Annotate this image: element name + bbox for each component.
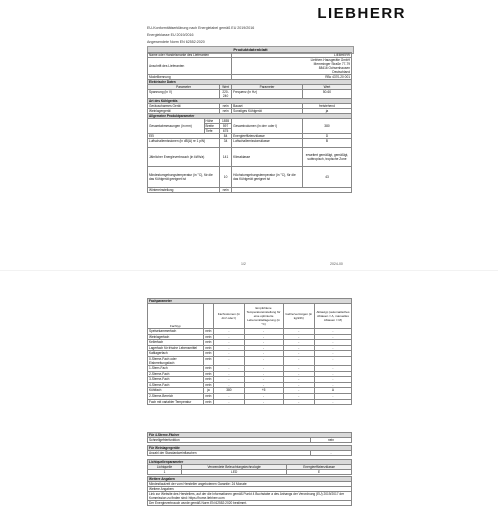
compartment-type: Kellerfach — [148, 340, 204, 346]
compartment-defrost: A — [314, 388, 351, 394]
max-temp: 43 — [302, 167, 351, 188]
compartment-temperature: - — [244, 334, 283, 340]
energy-class: D — [302, 134, 351, 139]
compartment-type: 2-Sterne-Fach — [148, 371, 204, 377]
compartment-temperature: - — [244, 393, 283, 399]
col-light-class: Energieeffizienzklasse — [287, 465, 352, 470]
compartment-defrost: - — [314, 399, 351, 405]
compartment-freezing: - — [283, 377, 314, 383]
compartment-temperature: - — [244, 356, 283, 365]
light-source: 1 — [148, 470, 182, 475]
page-divider — [0, 270, 498, 271]
warranty-line: Mindestlaufzeit der vom Hersteller angebotenen Garantie: 24 Monate — [148, 482, 352, 487]
annual-energy: 141 — [220, 148, 232, 167]
address-line: Liebherr-Hausgeräte GmbH — [310, 58, 350, 62]
value: 220-240 — [220, 90, 232, 99]
compartment-defrost: - — [314, 377, 351, 383]
supplier-brand: LIEBHERR — [232, 53, 352, 58]
compartment-volume: - — [214, 351, 244, 357]
compartment-flag: nein — [203, 365, 214, 371]
compartment-volume: - — [214, 393, 244, 399]
compartment-temperature: - — [244, 345, 283, 351]
table-row — [148, 399, 352, 405]
compartment-table — [147, 298, 352, 405]
col-flag — [203, 304, 214, 329]
page-number: 1/2 — [241, 262, 246, 266]
value: ja — [302, 109, 351, 114]
doc-code: 2024-00 — [330, 262, 343, 266]
norm-line: Der Energieverbrauch wurde gemäß Norm EN 62552:2020 bestimmt. — [148, 501, 352, 506]
compartment-freezing: - — [283, 371, 314, 377]
value: 50-60 — [302, 90, 351, 99]
compartment-type: Lagerfach für frische Lebensmittel — [148, 345, 204, 351]
value: nein — [220, 104, 232, 109]
noise-label: Luftschallemissionen (in dB(A) re 1 pW) — [148, 139, 220, 148]
compartment-freezing: - — [283, 388, 314, 394]
compartment-freezing: - — [283, 356, 314, 365]
light-section: Lichtquellenparameter — [148, 460, 352, 465]
liebherr-logo: LIEBHERR — [317, 5, 406, 22]
compartment-rows — [148, 329, 352, 405]
compartment-temperature: - — [244, 329, 283, 335]
meta-line-3: Angewendete Norm EN 62552:2020 — [147, 40, 205, 44]
electrical-section: Elektrische Daten — [148, 80, 352, 85]
eei-value: 84 — [220, 134, 232, 139]
col-compartment-type: Fachtyp — [148, 304, 204, 329]
compartment-temperature: - — [244, 351, 283, 357]
light-block — [147, 459, 352, 475]
compartment-freezing: - — [283, 334, 314, 340]
value: freistehend — [302, 104, 351, 109]
fast-freeze-label: Schnellgefrierfunktion — [148, 438, 311, 443]
compartment-defrost: - — [314, 351, 351, 357]
header-meta — [147, 25, 254, 46]
dim-value: 1855 — [220, 119, 232, 124]
compartment-flag: nein — [203, 371, 214, 377]
eei-label: EEI — [148, 134, 220, 139]
dim-name: Höhe — [204, 119, 219, 124]
dim-value: 675 — [220, 129, 232, 134]
compartment-temperature: - — [244, 399, 283, 405]
four-star-block — [147, 432, 352, 443]
compartment-temperature: - — [244, 340, 283, 346]
compartment-temperature: - — [244, 377, 283, 383]
compartment-defrost: - — [314, 365, 351, 371]
table-row — [148, 356, 352, 365]
compartment-defrost: - — [314, 329, 351, 335]
wine-bottles-value: - — [311, 451, 352, 456]
compartment-flag: nein — [203, 356, 214, 365]
compartment-flag: nein — [203, 351, 214, 357]
website-line: Link zur Website des Herstellers, auf der die Informationen gemäß Punkt 4 Buchstabe a des Anhangs der Verordnung (EU) 2019/2017 der Kommission zu finden sind: https://home.liebherr.com — [148, 492, 352, 501]
compartment-volume: - — [214, 365, 244, 371]
dim-name: Breite — [204, 124, 219, 129]
supplier-address-label: Anschrift des Lieferanten — [148, 58, 232, 75]
light-class: E — [287, 470, 352, 475]
compartment-flag: nein — [203, 377, 214, 383]
col-parameter: Parameter — [232, 85, 303, 90]
compartment-defrost: - — [314, 356, 351, 365]
climate-label: Klimaklasse — [232, 148, 303, 167]
light-tech: LED — [182, 470, 287, 475]
compartment-defrost: - — [314, 371, 351, 377]
winter-value: nein — [220, 188, 232, 193]
product-datasheet-table — [147, 52, 352, 193]
climate-class: erweitert gemäßigt, gemäßigt, subtropisch, tropische Zone — [302, 148, 351, 167]
compartment-volume: - — [214, 340, 244, 346]
compartment-section: Fachparameter — [148, 299, 352, 304]
compartment-type: 4-Sterne-Fach — [148, 382, 204, 388]
param: Sonstiges Kühlgerät — [232, 109, 303, 114]
param: Geräuscharmes Gerät — [148, 104, 220, 109]
compartment-freezing: - — [283, 365, 314, 371]
appliance-type-section: Art des Kühlgeräts — [148, 99, 352, 104]
compartment-flag: nein — [203, 334, 214, 340]
wine-block — [147, 445, 352, 456]
compartment-defrost: - — [314, 382, 351, 388]
col-volume: Fachvolumen (in dm³ oder l) — [214, 304, 244, 329]
col-temperature: Empfohlene Temperatureinstellung für eine optimierte Lebensmittellagerung (in °C) — [244, 304, 283, 329]
compartment-flag: nein — [203, 399, 214, 405]
compartment-volume: - — [214, 356, 244, 365]
meta-line-1: EU-Konformitätserklärung nach Energielabel gemäß EU 2019/2016 — [147, 26, 255, 30]
compartment-flag: nein — [203, 340, 214, 346]
empty-cell — [232, 188, 352, 193]
energy-class-label: Energieeffizienzklasse — [232, 134, 303, 139]
col-value: Wert — [220, 85, 232, 90]
dim-name: Tiefe — [204, 129, 219, 134]
min-temp: 10 — [220, 167, 232, 188]
address-line: Memminger Straße 77-79 — [313, 62, 350, 66]
further-section: Weitere Angaben — [148, 477, 352, 482]
further-line: Weitere Angaben: — [148, 487, 352, 492]
compartment-type: Fach mit variabler Temperatur — [148, 399, 204, 405]
col-light-source: Lichtquelle — [148, 465, 182, 470]
model-id: RBc 4370-20 001 — [232, 75, 352, 80]
compartment-volume: - — [214, 382, 244, 388]
compartment-freezing: - — [283, 345, 314, 351]
sheet-title: Produktdatenblatt — [147, 46, 354, 54]
compartment-temperature: - — [244, 371, 283, 377]
param: Spannung (in V) — [148, 90, 220, 99]
compartment-freezing: - — [283, 340, 314, 346]
total-volume: 380 — [302, 119, 351, 134]
wine-section: Für Weinlagergeräte — [148, 446, 352, 451]
compartment-volume: - — [214, 334, 244, 340]
compartment-type: 0-Sterne-Fach oder Eisbereitungsfach — [148, 356, 204, 365]
compartment-volume: - — [214, 371, 244, 377]
compartment-freezing: - — [283, 329, 314, 335]
total-volume-label: Gesamtvolumen (in dm³ oder l) — [232, 119, 303, 134]
datasheet-page-2 — [0, 276, 498, 505]
model-label: Modellkennung — [148, 75, 232, 80]
param: Weinlagergerät — [148, 109, 220, 114]
supplier-brand-label: Name oder Handelsmarke des Lieferanten — [148, 53, 232, 58]
wine-bottles-label: Anzahl der Standardweinflaschen — [148, 451, 311, 456]
compartment-freezing: - — [283, 351, 314, 357]
compartment-type: Weinlagerfach — [148, 334, 204, 340]
general-section: Allgemeine Produktparameter — [148, 114, 352, 119]
compartment-flag: nein — [203, 382, 214, 388]
compartment-type: Speisekammerfach — [148, 329, 204, 335]
four-star-section: Für 4-Sterne-Fächer — [148, 433, 352, 438]
param: Frequenz (in Hz) — [232, 90, 303, 99]
compartment-flag: nein — [203, 393, 214, 399]
compartment-flag: ja — [203, 388, 214, 394]
noise-class-label: Luftschallemissionsklasse — [232, 139, 303, 148]
col-value: Wert — [302, 85, 351, 90]
compartment-temperature: +5 — [244, 388, 283, 394]
supplier-address — [232, 58, 352, 75]
param: Bauart — [232, 104, 303, 109]
address-line: Deutschland — [332, 70, 350, 74]
further-info-block — [147, 476, 352, 506]
meta-line-2: Energieklasse EU 2019/2016 — [147, 33, 194, 37]
dims-label: Gesamtabmessungen (in mm) — [148, 119, 205, 134]
col-defrost: Abtautyp (automatisches Abtauen = A, manuelles Abtauen = M) — [314, 304, 351, 329]
compartment-type: 1-Stern-Fach — [148, 365, 204, 371]
dim-value: 597 — [220, 124, 232, 129]
compartment-volume: - — [214, 399, 244, 405]
address-line: 88416 Ochsenhausen — [318, 66, 350, 70]
col-parameter: Parameter — [148, 85, 220, 90]
compartment-defrost: - — [314, 393, 351, 399]
compartment-defrost: - — [314, 334, 351, 340]
compartment-freezing: - — [283, 399, 314, 405]
compartment-type: Kühlfach — [148, 388, 204, 394]
compartment-volume: - — [214, 377, 244, 383]
compartment-freezing: - — [283, 382, 314, 388]
max-temp-label: Höchstumgebungstemperatur (in °C), für die das Kühlgerät geeignet ist — [232, 167, 303, 188]
compartment-volume: - — [214, 345, 244, 351]
min-temp-label: Mindestumgebungstemperatur (in °C), für die das Kühlgerät geeignet ist — [148, 167, 220, 188]
col-freezing: Gefriervermögen (in kg/24h) — [283, 304, 314, 329]
compartment-volume: - — [214, 329, 244, 335]
fast-freeze-value: nein — [311, 438, 352, 443]
compartment-defrost: - — [314, 340, 351, 346]
compartment-defrost: - — [314, 345, 351, 351]
noise-value: 34 — [220, 139, 232, 148]
value: nein — [220, 109, 232, 114]
compartment-temperature: - — [244, 382, 283, 388]
compartment-flag: nein — [203, 329, 214, 335]
compartment-type: 2-Sterne-Bereich — [148, 393, 204, 399]
winter-label: Wintereinstellung — [148, 188, 220, 193]
compartment-volume: 380 — [214, 388, 244, 394]
compartment-flag: nein — [203, 345, 214, 351]
col-light-tech: Verwendete Beleuchtungstechnologie — [182, 465, 287, 470]
compartment-type: 3-Sterne-Fach — [148, 377, 204, 383]
compartment-type: Kaltlagerfach — [148, 351, 204, 357]
compartment-freezing: - — [283, 393, 314, 399]
compartment-temperature: - — [244, 365, 283, 371]
annual-energy-label: Jährlicher Energieverbrauch (in kWh/a) — [148, 148, 220, 167]
noise-class: B — [302, 139, 351, 148]
